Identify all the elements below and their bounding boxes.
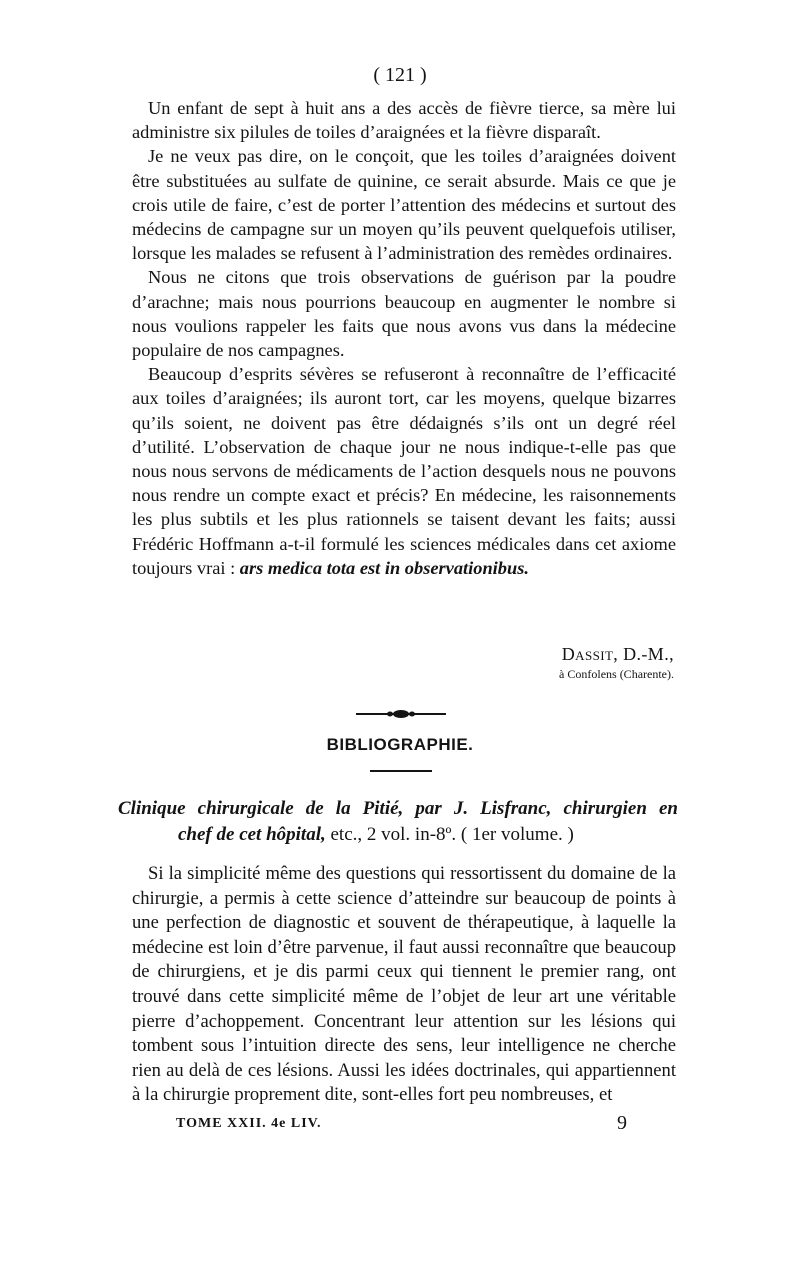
- bibliography-title: [118, 796, 678, 848]
- section-heading: BIBLIOGRAPHIE.: [326, 735, 474, 754]
- book-title-line-1: Clinique chirurgicale de la Pitié, par J. Lisfranc, chirurgien en: [118, 798, 678, 819]
- book-edition-details: etc., 2 vol. in-8º. ( 1er volume. ): [330, 824, 574, 845]
- sheet-number: 9: [617, 1112, 628, 1134]
- book-title-line-2: [118, 822, 678, 848]
- author-signature: [559, 644, 674, 682]
- author-name: Dassit, D.-M.,: [561, 644, 674, 664]
- paragraph-4-text: Beaucoup d’esprits sévères se refuseront à reconnaître de l’efficacité aux toiles d’araignées; ils auront tort, car les moyens, quelque bizarres qu’ils soient, ne doivent pas être dédaignés s’ils ont un degré réel d’utilité. L’observation de chaque jour ne nous indique-t-elle pas que nous nous servons de médicaments de l’action desquels nous ne pouvons nous rendre un compte exact et précis? En médecine, les raisonnements les plus subtils et les plus rationnels se taisent devant les faits; aussi Frédéric Hoffmann a-t-il formulé les sciences médicales dans cet axiome toujours vrai :: [132, 364, 676, 578]
- author-location: à Confolens (Charente).: [559, 667, 674, 681]
- latin-axiom: ars medica tota est in observationibus.: [239, 557, 529, 578]
- paragraph-4: [132, 362, 676, 580]
- page-number: ( 121 ): [373, 64, 427, 86]
- ornament-divider-icon: [356, 708, 446, 720]
- heading-rule: [370, 770, 432, 772]
- paragraph-2: Je ne veux pas dire, on le conçoit, que les toiles d’araignées doivent être substituées au sulfate de quinine, ce serait absurde. Mais ce que je crois utile de faire, c’est de porter l’attention des médecins et surtout des médecins de campagne sur un moyen qu’ils peuvent quelquefois utiliser, lorsque les malades se refusent à l’administration des remèdes ordinaires.: [132, 146, 676, 264]
- book-title-italic: chef de cet hôpital,: [178, 824, 326, 845]
- paragraph-3: Nous ne citons que trois observations de guérison par la poudre d’arachne; mais nous pourrions beaucoup en augmenter le nombre si nous voulions rappeler les faits que nous avons vus dans la médecine populaire de nos campagnes.: [132, 267, 676, 361]
- review-text: [132, 862, 676, 1108]
- page-footer: [176, 1112, 628, 1134]
- signature-mark: TOME XXII. 4e LIV.: [176, 1116, 322, 1131]
- paragraph-1: Un enfant de sept à huit ans a des accès de fièvre tierce, sa mère lui administre six pilules de toiles d’araignées et la fièvre disparaît.: [132, 98, 676, 143]
- review-paragraph: Si la simplicité même des questions qui ressortissent du domaine de la chirurgie, a permis à cette science d’atteindre sur beaucoup de points à une perfection de diagnostic et souvent de thérapeutique, à laquelle la médecine est loin d’être parvenue, il faut aussi reconnaître que beaucoup de chirurgiens, et je dis parmi ceux qui tiennent le premier rang, ont trouvé dans cette simplicité même de l’objet de leur art une véritable pierre d’achoppement. Concentrant leur attention sur les lésions qui tombent sous l’intuition directe des sens, leur intelligence ne cherche rien au delà de ces lésions. Aussi les idées doctrinales, qui appartiennent à la chirurgie proprement dite, sont-elles fort peu nombreuses, et: [132, 863, 676, 1106]
- section-text: [132, 96, 676, 580]
